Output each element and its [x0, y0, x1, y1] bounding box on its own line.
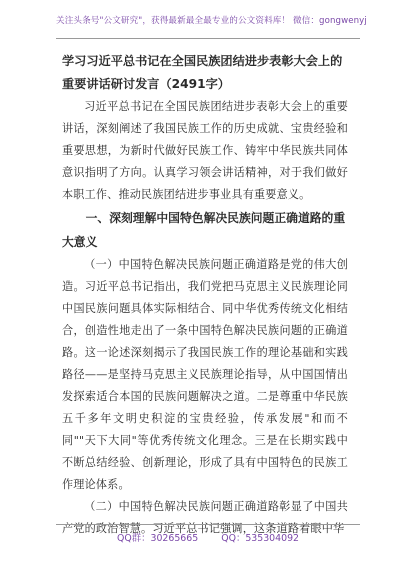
footer-qq-number: QQ：535304092 [221, 533, 300, 544]
intro-paragraph: 习近平总书记在全国民族团结进步表彰大会上的重要讲话，深刻阐述了我国民族工作的历史成就、宝贵经验和重要思想，为新时代做好民族工作、铸牢中华民族共同体意识指明了方向。认真学习领会讲话精神，对于我们做好本职工作、推动民族团结进步事业具有重要意义。 [62, 100, 348, 201]
document-body [62, 50, 348, 540]
footer-qq-group: QQ群：30265665 [116, 533, 199, 544]
body-paragraph-2: （二）中国特色解决民族问题正确道路彰显了中国共产党的政治智慧。习近平总书记强调，这条道路着眼中华 [62, 500, 348, 535]
footer-contact [56, 530, 360, 544]
document-title: 学习习近平总书记在全国民族团结进步表彰大会上的重要讲话研讨发言（2491字） [62, 54, 343, 91]
page-header [56, 8, 367, 39]
header-promo-text: 关注头条号"公文研究"，获得最新最全最专业的公文资料库！ 微信：gongwenyj [56, 16, 367, 26]
section-heading: 一、深刻理解中国特色解决民族问题正确道路的重大意义 [62, 211, 346, 249]
body-paragraph-1: （一）中国特色解决民族问题正确道路是党的伟大创造。习近平总书记指出，我们党把马克思主义民族理论同中国民族问题具体实际相结合、同中华优秀传统文化相结合，创造性地走出了一条中国特色解决民族问题的正确道路。这一论述深刻揭示了我国民族工作的理论基础和实践路径——是坚持马克思主义民族理论指导，从中国国情出发探索适合本国的民族问题解决之道。二是尊重中华民族五千多年文明史积淀的宝贵经验，传承发展"和而不同""天下大同"等优秀传统文化理念。三是在长期实践中不断总结经验、创新理论，形成了具有中国特色的民族工作理论体系。 [62, 258, 348, 491]
page-footer [56, 524, 360, 569]
